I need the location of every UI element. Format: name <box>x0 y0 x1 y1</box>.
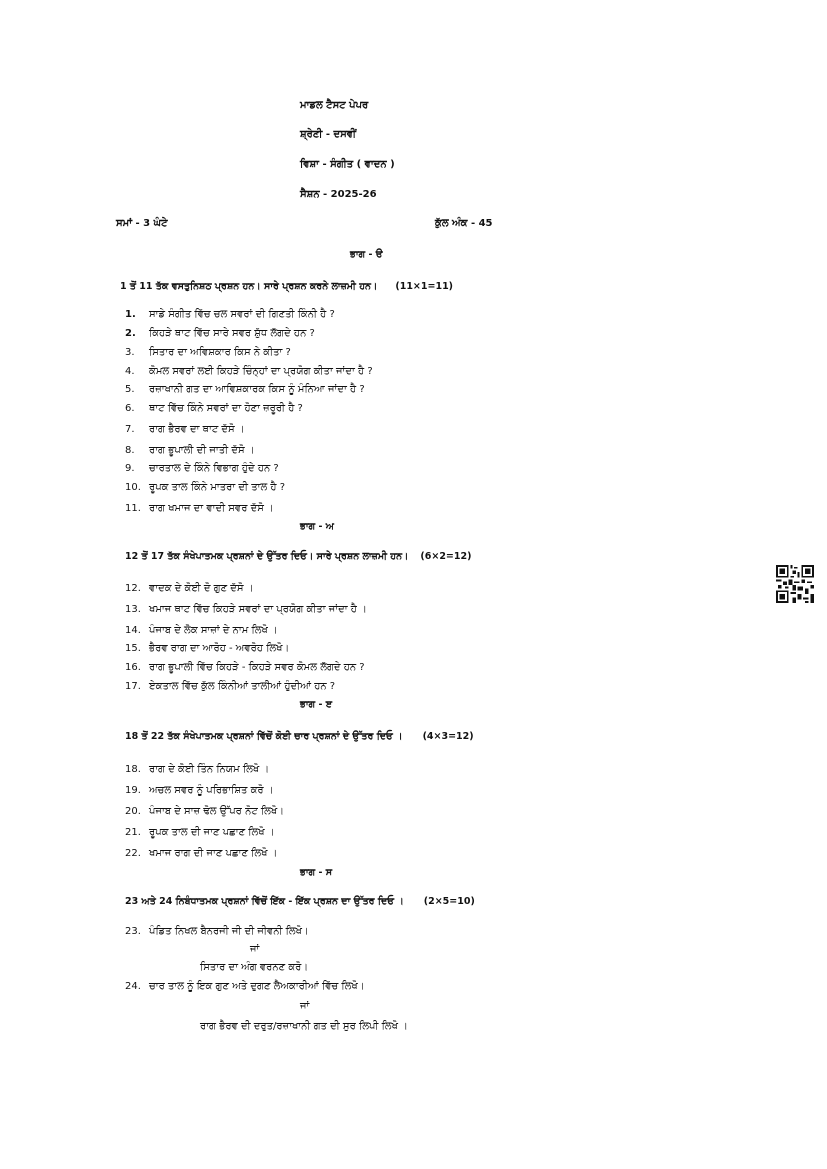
question-item <box>125 309 335 320</box>
section-instruction-c <box>125 731 474 742</box>
class-label: ਸ਼੍ਰੇਣੀ - ਦਸਵੀਂ <box>300 129 357 140</box>
question-item <box>125 482 285 493</box>
section-heading-c: ਭਾਗ - ੲ <box>300 699 333 710</box>
question-item <box>125 463 279 474</box>
question-text: ਕੋਮਲ ਸਵਰਾਂ ਲਈ ਕਿਹੜੇ ਚਿੰਨ੍ਹਾਂ ਦਾ ਪ੍ਰਯੋਗ ਕੀਤਾ ਜਾਂਦਾ ਹੈ ? <box>149 366 373 377</box>
question-number: 15. <box>125 643 141 654</box>
question-text: ਥਾਟ ਵਿੱਚ ਕਿੰਨੇ ਸਵਰਾਂ ਦਾ ਹੋਣਾ ਜ਼ਰੂਰੀ ਹੈ ? <box>149 403 303 414</box>
question-text: ਰੂਪਕ ਤਾਲ ਕਿੰਨੇ ਮਾਤਰਾ ਦੀ ਤਾਲ ਹੈ ? <box>149 482 286 493</box>
question-number: 21. <box>125 827 141 838</box>
question-number: 2. <box>125 328 136 339</box>
question-text: ਪੰਡਿਤ ਨਿਖਲ ਬੈਨਰਜੀ ਜੀ ਦੀ ਜੀਵਨੀ ਲਿਖੋ। <box>149 926 309 937</box>
section-heading-d: ਭਾਗ - ਸ <box>300 867 333 878</box>
question-text: ਪੰਜਾਬ ਦੇ ਲੋਕ ਸਾਜ਼ਾਂ ਦੇ ਨਾਮ ਲਿਖੋ । <box>149 625 278 636</box>
or-separator: ਜਾਂ <box>250 944 260 955</box>
question-text: ਸਾਡੇ ਸੰਗੀਤ ਵਿੱਚ ਚਲ ਸਵਰਾਂ ਦੀ ਗਿਣਤੀ ਕਿੰਨੀ ਹੈ ? <box>149 309 335 320</box>
question-text: ਸਿਤਾਰ ਦਾ ਅਵਿਸ਼ਕਾਰ ਕਿਸ ਨੇ ਕੀਤਾ ? <box>149 347 291 358</box>
alternative-question: ਰਾਗ ਭੈਰਵ ਦੀ ਦਰੁਤ/ਰਜ਼ਾਖਾਨੀ ਗਤ ਦੀ ਸੁਰ ਲਿਪੀ ਲਿਖੋ । <box>200 1021 408 1032</box>
question-number: 5. <box>125 384 135 395</box>
question-item <box>125 347 291 358</box>
question-item <box>125 445 255 456</box>
marks-scheme: (11×1=11) <box>395 281 454 292</box>
marks-scheme: (4×3=12) <box>422 731 474 742</box>
question-number: 13. <box>125 604 141 615</box>
question-item <box>125 827 275 838</box>
question-number: 19. <box>125 785 141 796</box>
question-item <box>125 503 274 514</box>
question-item <box>125 583 253 594</box>
marks-scheme: (2×5=10) <box>423 896 475 907</box>
question-text: ਖਮਾਜ ਥਾਟ ਵਿੱਚ ਕਿਹੜੇ ਸਵਰਾਂ ਦਾ ਪ੍ਰਯੋਗ ਕੀਤਾ ਜਾਂਦਾ ਹੈ । <box>149 604 367 615</box>
question-text: ਰੂਪਕ ਤਾਲ ਦੀ ਜਾਣ ਪਛਾਣ ਲਿਖੋ । <box>149 827 275 838</box>
section-heading-b: ਭਾਗ - ਅ <box>300 521 334 532</box>
question-number: 6. <box>125 403 135 414</box>
question-item <box>125 403 303 414</box>
section-instruction-d <box>125 896 475 907</box>
question-text: ਚਾਰਤਾਲ ਦੇ ਕਿੰਨੇ ਵਿਭਾਗ ਹੁੰਦੇ ਹਨ ? <box>149 463 279 474</box>
instruction-text: 23 ਅਤੇ 24 ਨਿਬੰਧਾਤਮਕ ਪ੍ਰਸ਼ਨਾਂ ਵਿੱਚੋਂ ਇੱਕ - ਇੱਕ ਪ੍ਰਸ਼ਨ ਦਾ ਉੱਤਰ ਦਿਓ । <box>125 896 404 907</box>
question-item <box>125 328 315 339</box>
question-item <box>125 681 335 692</box>
question-text: ਰਾਗ ਖਮਾਜ ਦਾ ਵਾਦੀ ਸਵਰ ਦੱਸੋ । <box>149 503 274 514</box>
question-number: 12. <box>125 583 141 594</box>
question-item <box>125 424 245 435</box>
question-item <box>125 806 284 817</box>
question-number: 7. <box>125 424 135 435</box>
question-item <box>125 981 364 992</box>
alternative-question: ਸਿਤਾਰ ਦਾ ਅੰਗ ਵਰਨਣ ਕਰੋ। <box>200 962 309 973</box>
question-number: 17. <box>125 681 141 692</box>
question-number: 9. <box>125 463 135 474</box>
question-number: 22. <box>125 848 141 859</box>
marks-scheme: (6×2=12) <box>420 551 472 562</box>
question-text: ਕਿਹੜੇ ਥਾਟ ਵਿੱਚ ਸਾਰੇ ਸਵਰ ਸ਼ੁੱਧ ਲੱਗਦੇ ਹਨ ? <box>149 328 315 339</box>
question-number: 23. <box>125 926 141 937</box>
or-separator: ਜਾਂ <box>300 1001 310 1012</box>
session-label: ਸੈਸ਼ਨ - 2025-26 <box>300 189 377 200</box>
qr-code-icon <box>776 565 814 603</box>
question-text: ਵਾਦਕ ਦੇ ਕੋਈ ਦੋ ਗੁਣ ਦੱਸੋ । <box>149 583 254 594</box>
question-item <box>125 764 269 775</box>
question-text: ਰਾਗ ਭੂਪਾਲੀ ਦੀ ਜਾਤੀ ਦੱਸੋ । <box>149 445 255 456</box>
instruction-text: 12 ਤੋਂ 17 ਤੱਕ ਸੰਖੇਪਾਤਮਕ ਪ੍ਰਸ਼ਨਾਂ ਦੇ ਉੱਤਰ ਦਿਓ। ਸਾਰੇ ਪ੍ਰਸ਼ਨ ਲਾਜ਼ਮੀ ਹਨ। <box>125 551 409 562</box>
question-number: 10. <box>125 482 141 493</box>
total-marks-label: ਕੁੱਲ ਅੰਕ - 45 <box>435 218 493 229</box>
question-item <box>125 604 367 615</box>
question-number: 18. <box>125 764 141 775</box>
question-number: 24. <box>125 981 141 992</box>
question-number: 8. <box>125 445 135 456</box>
question-number: 3. <box>125 347 135 358</box>
question-item <box>125 625 278 636</box>
question-item <box>125 366 373 377</box>
question-text: ਅਚਲ ਸਵਰ ਨੂੰ ਪਰਿਭਾਸ਼ਿਤ ਕਰੋ । <box>149 785 274 796</box>
question-text: ਖਮਾਜ ਰਾਗ ਦੀ ਜਾਣ ਪਛਾਣ ਲਿਖੋ । <box>149 848 278 859</box>
question-item <box>125 785 274 796</box>
question-number: 4. <box>125 366 135 377</box>
question-number: 16. <box>125 662 141 673</box>
question-item <box>125 926 309 937</box>
question-item <box>125 384 365 395</box>
instruction-text: 1 ਤੋਂ 11 ਤੱਕ ਵਸਤੁਨਿਸ਼ਠ ਪ੍ਰਸ਼ਨ ਹਨ। ਸਾਰੇ ਪ੍ਰਸ਼ਨ ਕਰਨੇ ਲਾਜ਼ਮੀ ਹਨ। <box>120 281 378 292</box>
question-number: 20. <box>125 806 141 817</box>
question-number: 14. <box>125 625 141 636</box>
question-number: 11. <box>125 503 141 514</box>
question-text: ਚਾਰ ਤਾਲ ਨੂੰ ਇਕ ਗੁਣ ਅਤੇ ਦੁਗਣ ਲੈਅਕਾਰੀਆਂ ਵਿੱਚ ਲਿਖੋ। <box>149 981 365 992</box>
section-instruction-a <box>120 281 453 292</box>
question-number: 1. <box>125 309 136 320</box>
question-text: ਪੰਜਾਬ ਦੇ ਸਾਜ਼ ਢੋਲ ਉੱਪਰ ਨੋਟ ਲਿਖੋ। <box>149 806 284 817</box>
section-instruction-b <box>125 551 471 562</box>
question-text: ਰਾਗ ਭੈਰਵ ਦਾ ਥਾਟ ਦੱਸੋ । <box>149 424 245 435</box>
section-heading-a: ਭਾਗ - ੳ <box>350 249 383 260</box>
question-text: ਰਾਗ ਭੂਪਾਲੀ ਵਿੱਚ ਕਿਹੜੇ - ਕਿਹੜੇ ਸਵਰ ਕੋਮਲ ਲੱਗਦੇ ਹਨ ? <box>149 662 365 673</box>
question-text: ਰਾਗ ਦੇ ਕੋਈ ਤਿੰਨ ਨਿਯਮ ਲਿਖੋ । <box>149 764 270 775</box>
question-item <box>125 643 289 654</box>
question-item <box>125 662 365 673</box>
time-label: ਸਮਾਂ - 3 ਘੰਟੇ <box>116 218 168 229</box>
question-item <box>125 848 277 859</box>
question-text: ਭੈਰਵ ਰਾਗ ਦਾ ਆਰੋਹ - ਅਵਰੋਹ ਲਿਖੋ। <box>149 643 290 654</box>
paper-title: ਮਾਡਲ ਟੈਸਟ ਪੇਪਰ <box>300 100 369 111</box>
question-text: ਰਜ਼ਾਖਾਨੀ ਗਤ ਦਾ ਆਵਿਸ਼ਕਾਰਕ ਕਿਸ ਨੂੰ ਮੰਨਿਆ ਜਾਂਦਾ ਹੈ ? <box>149 384 365 395</box>
question-text: ਏਕਤਾਲ ਵਿੱਚ ਕੁੱਲ ਕਿੰਨੀਆਂ ਤਾਲੀਆਂ ਹੁੰਦੀਆਂ ਹਨ ? <box>149 681 336 692</box>
subject-label: ਵਿਸ਼ਾ - ਸੰਗੀਤ ( ਵਾਦਨ ) <box>300 159 395 170</box>
instruction-text: 18 ਤੋਂ 22 ਤੱਕ ਸੰਖੇਪਾਤਮਕ ਪ੍ਰਸ਼ਨਾਂ ਵਿੱਚੋਂ ਕੋਈ ਚਾਰ ਪ੍ਰਸ਼ਨਾਂ ਦੇ ਉੱਤਰ ਦਿਓ । <box>125 731 403 742</box>
